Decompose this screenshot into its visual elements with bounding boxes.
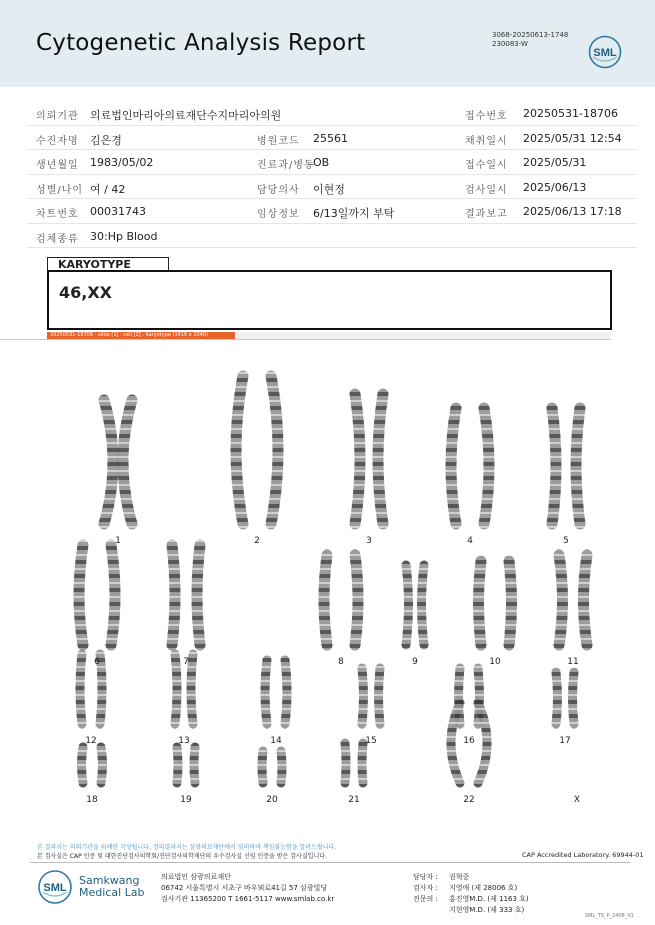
- address-line-2: 06742 서울특별시 서초구 바우뫼로41길 57 삼광빌딩: [161, 884, 328, 892]
- chromosome-12-b: [100, 654, 102, 724]
- label-test-date: 검사일시: [465, 184, 508, 196]
- staff-row: [413, 894, 529, 905]
- chromosome-5-b: [576, 408, 580, 524]
- chromosome-20-b: [281, 751, 282, 783]
- chromosome-9-b: [422, 565, 425, 645]
- value-requesting-institution: 의료법인마리아의료재단수지마리아의원: [90, 109, 282, 122]
- karyotype-tab-label: KARYOTYPE: [47, 257, 169, 271]
- chromosome-4-a: [451, 408, 456, 524]
- value-chart-number: 00031743: [90, 205, 146, 218]
- chromosome-19-b: [194, 747, 195, 783]
- staff-role: 검사자 :: [413, 884, 438, 892]
- value-department: OB: [313, 156, 330, 169]
- chromosome-22-a: [451, 703, 460, 783]
- chromosome-label-9: 9: [412, 657, 418, 667]
- chromosome-label-22: 22: [463, 795, 475, 805]
- label-sex-age: 성별/나이: [36, 184, 84, 196]
- chromosome-21-a: [345, 743, 346, 783]
- lab-name-line-1: Samkwang: [79, 874, 140, 887]
- chromosome-19-a: [177, 747, 178, 783]
- value-collection-datetime: 2025/05/31 12:54: [523, 131, 622, 145]
- chromosome-17-b: [573, 672, 575, 724]
- label-report-datetime: 결과보고: [465, 209, 508, 220]
- value-birth-date: 1983/05/02: [90, 156, 154, 169]
- staff-role: 담당자 :: [413, 873, 438, 881]
- chromosome-7-b: [197, 545, 200, 645]
- chromosome-2-a: [236, 376, 243, 524]
- label-department: 진료과/병동: [257, 160, 315, 171]
- chromosome-label-11: 11: [567, 657, 579, 667]
- chromosome-13-b: [191, 654, 193, 724]
- label-requesting-institution: 의뢰기관: [36, 111, 79, 122]
- address-line-3: 검사기관 11365200 T 1661-5117 www.smlab.co.kr: [161, 895, 335, 903]
- report-title: Cytogenetic Analysis Report: [36, 30, 366, 56]
- samkwang-logo-text: SML: [43, 882, 67, 894]
- chromosome-label-3: 3: [366, 536, 372, 546]
- chromosome-2-b: [271, 376, 278, 524]
- chromosome-10-b: [509, 561, 512, 645]
- chromosome-label-14: 14: [270, 736, 282, 746]
- chromosome-label-19: 19: [180, 795, 192, 805]
- chromosome-8-b: [355, 555, 358, 645]
- samkwang-logo: [37, 869, 73, 905]
- chromosome-3-a: [355, 394, 360, 524]
- chromosome-21-b: [362, 743, 363, 783]
- chromosome-12-a: [80, 654, 82, 724]
- value-hospital-code: 25561: [313, 131, 348, 145]
- label-patient-name: 수진자명: [36, 135, 79, 147]
- chromosome-17-a: [556, 672, 558, 724]
- chromosome-label-16: 16: [463, 736, 475, 746]
- sml-logo-text: SML: [593, 47, 617, 59]
- label-accession-number: 접수번호: [465, 111, 508, 122]
- chromosome-label-13: 13: [178, 736, 190, 746]
- staff-role: 전문의 :: [413, 895, 438, 903]
- chromosome-label-X: X: [573, 795, 581, 805]
- chromosome-8-a: [324, 555, 327, 645]
- image-caption: 20250531-18706 - slide [1] : cell [2] : Karyotype (1416 x 1040): [47, 332, 235, 339]
- chromosome-label-7: 7: [183, 657, 189, 667]
- staff-row: [413, 872, 529, 883]
- chromosome-label-5: 5: [563, 536, 569, 546]
- chromosome-label-8: 8: [338, 657, 344, 667]
- label-received-datetime: 접수일시: [465, 160, 508, 171]
- chromosome-22-b: [478, 703, 487, 783]
- chromosome-label-15: 15: [365, 736, 377, 746]
- divider: [30, 862, 630, 863]
- chromosome-7-a: [172, 545, 175, 645]
- chromosome-1-a: [104, 400, 113, 524]
- value-patient-name: 김은경: [90, 133, 122, 147]
- lab-address: [161, 872, 334, 905]
- chromosome-9-a: [406, 565, 409, 645]
- chromosome-label-12: 12: [85, 736, 97, 746]
- chromosome-11-a: [559, 555, 563, 645]
- chromosome-1-b: [123, 400, 132, 524]
- chromosome-20-a: [262, 751, 263, 783]
- staff-list: [413, 872, 529, 916]
- value-received-datetime: 2025/05/31: [523, 156, 587, 169]
- chromosome-label-18: 18: [86, 795, 98, 805]
- address-line-1: 의료법인 삼광의료재단: [161, 873, 231, 881]
- chromosome-label-6: 6: [94, 657, 100, 667]
- cap-accreditation: CAP Accredited Laboratory. 69944-01: [522, 851, 644, 859]
- label-hospital-code: 병원코드: [257, 135, 300, 147]
- chromosome-label-10: 10: [489, 657, 501, 667]
- chromosome-15-a: [362, 668, 364, 724]
- chromosome-label-2: 2: [254, 536, 260, 546]
- chromosome-15-b: [379, 668, 381, 724]
- chromosome-14-b: [285, 660, 287, 724]
- chromosome-6-b: [111, 545, 115, 645]
- value-specimen-type: 30:Hp Blood: [90, 229, 158, 243]
- staff-row: [413, 905, 529, 916]
- footer-note-1: 본 결과지는 의뢰기관을 위해만 작성됩니다. 경의결과지는 삼광의료재단에서 임의하며 책임불능함을 알려드립니다.: [37, 844, 337, 851]
- karyotype-result: 46,XX: [59, 283, 113, 302]
- form-code: SML_TS_P_2408_V1: [585, 913, 634, 919]
- label-birth-date: 생년월일: [36, 160, 79, 171]
- value-sex-age: 여 / 42: [90, 182, 126, 196]
- chromosome-label-20: 20: [266, 795, 278, 805]
- chromosome-5-a: [552, 408, 556, 524]
- doc-id-line-2: 230083-W: [492, 40, 528, 48]
- staff-name: 권혁중: [449, 873, 470, 881]
- value-physician: 이현정: [313, 182, 345, 196]
- chromosome-11-b: [584, 555, 588, 645]
- doc-id-line-1: 3068-20250613-1748: [492, 31, 569, 39]
- chromosome-18-a: [82, 747, 84, 783]
- footer-note-2: 본 검사실은 CAP 인증 및 대한진단검사의학회/진단검사의학재단의 우수검사실 신임 인증을 받은 검사실입니다.: [37, 853, 327, 860]
- label-chart-number: 차트번호: [36, 209, 79, 220]
- chromosome-label-17: 17: [559, 736, 571, 746]
- label-clinical-info: 임상정보: [257, 209, 300, 220]
- staff-name: 지영애 (제 28006 호): [449, 884, 518, 892]
- label-specimen-type: 검체종류: [36, 233, 79, 245]
- value-report-datetime: 2025/06/13 17:18: [523, 205, 622, 218]
- chromosome-label-1: 1: [115, 536, 121, 546]
- chromosome-10-a: [479, 561, 482, 645]
- chromosome-label-4: 4: [467, 536, 473, 546]
- staff-name: 지현영M.D. (제 333 호): [449, 906, 525, 914]
- label-physician: 담당의사: [257, 184, 300, 196]
- staff-name: 홍진영M.D. (제 1163 호): [449, 895, 529, 903]
- chromosome-14-a: [265, 660, 267, 724]
- value-test-date: 2025/06/13: [523, 180, 587, 194]
- value-accession-number: 20250531-18706: [523, 107, 618, 120]
- chromosome-6-a: [79, 545, 83, 645]
- chromosome-4-b: [484, 408, 489, 524]
- chromosome-3-b: [378, 394, 383, 524]
- staff-row: [413, 883, 529, 894]
- value-clinical-info: 6/13일까지 부탁: [313, 207, 395, 220]
- chromosome-13-a: [175, 654, 177, 724]
- chromosome-label-21: 21: [348, 795, 360, 805]
- lab-name-line-2: Medical Lab: [79, 886, 145, 899]
- label-collection-datetime: 채취일시: [465, 135, 508, 147]
- lab-name: [79, 875, 145, 899]
- chromosome-18-b: [101, 747, 103, 783]
